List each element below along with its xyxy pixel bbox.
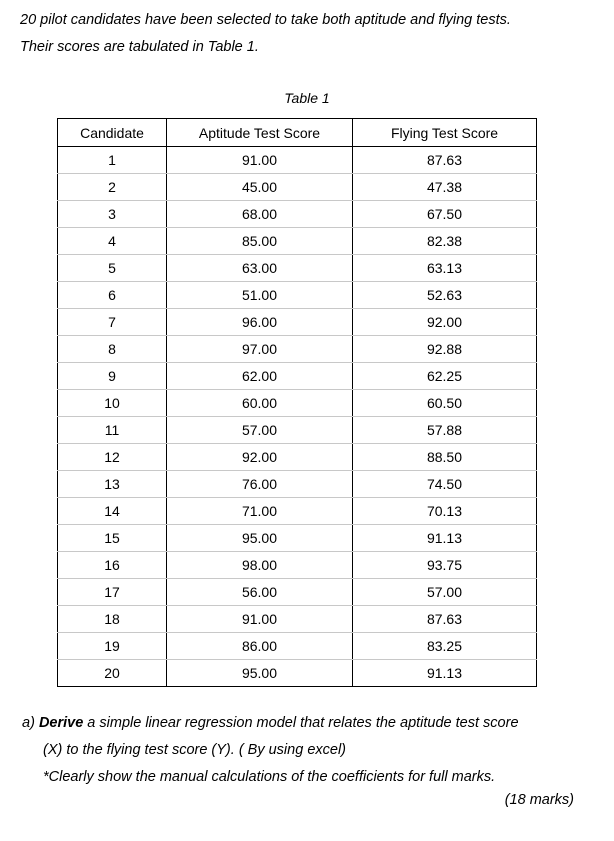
cell-candidate: 4 <box>58 228 167 255</box>
cell-flying-score: 82.38 <box>353 228 537 255</box>
table-header-row <box>58 119 537 147</box>
cell-aptitude-score: 56.00 <box>167 579 353 606</box>
cell-aptitude-score: 60.00 <box>167 390 353 417</box>
cell-flying-score: 62.25 <box>353 363 537 390</box>
cell-flying-score: 57.88 <box>353 417 537 444</box>
cell-flying-score: 92.00 <box>353 309 537 336</box>
cell-flying-score: 83.25 <box>353 633 537 660</box>
cell-flying-score: 87.63 <box>353 147 537 174</box>
cell-candidate: 19 <box>58 633 167 660</box>
table-row <box>58 282 537 309</box>
intro-line-1: 20 pilot candidates have been selected to take both aptitude and flying tests. <box>20 12 511 28</box>
header-flying-score: Flying Test Score <box>353 119 537 147</box>
cell-aptitude-score: 51.00 <box>167 282 353 309</box>
cell-candidate: 13 <box>58 471 167 498</box>
table-row <box>58 606 537 633</box>
cell-aptitude-score: 96.00 <box>167 309 353 336</box>
table-row <box>58 552 537 579</box>
question-line-2: (X) to the flying test score (Y). ( By using excel) <box>43 742 346 758</box>
table-row <box>58 147 537 174</box>
cell-aptitude-score: 98.00 <box>167 552 353 579</box>
table-caption: Table 1 <box>284 90 330 106</box>
table-row <box>58 228 537 255</box>
table-row <box>58 525 537 552</box>
table-row <box>58 417 537 444</box>
cell-flying-score: 88.50 <box>353 444 537 471</box>
cell-aptitude-score: 68.00 <box>167 201 353 228</box>
cell-flying-score: 91.13 <box>353 660 537 687</box>
table-row <box>58 579 537 606</box>
cell-aptitude-score: 95.00 <box>167 660 353 687</box>
cell-candidate: 14 <box>58 498 167 525</box>
cell-flying-score: 52.63 <box>353 282 537 309</box>
question-line-3: *Clearly show the manual calculations of the coefficients for full marks. <box>43 769 496 785</box>
cell-flying-score: 63.13 <box>353 255 537 282</box>
table-row <box>58 498 537 525</box>
cell-aptitude-score: 85.00 <box>167 228 353 255</box>
table-row <box>58 336 537 363</box>
header-candidate: Candidate <box>58 119 167 147</box>
cell-flying-score: 47.38 <box>353 174 537 201</box>
header-aptitude-score: Aptitude Test Score <box>167 119 353 147</box>
cell-candidate: 1 <box>58 147 167 174</box>
cell-aptitude-score: 92.00 <box>167 444 353 471</box>
table-row <box>58 471 537 498</box>
cell-aptitude-score: 97.00 <box>167 336 353 363</box>
cell-candidate: 18 <box>58 606 167 633</box>
question-line-1-text: a simple linear regression model that relates the aptitude test score <box>83 715 519 731</box>
table-row <box>58 363 537 390</box>
table-row <box>58 633 537 660</box>
cell-flying-score: 93.75 <box>353 552 537 579</box>
cell-candidate: 2 <box>58 174 167 201</box>
cell-candidate: 5 <box>58 255 167 282</box>
cell-flying-score: 70.13 <box>353 498 537 525</box>
cell-candidate: 20 <box>58 660 167 687</box>
cell-candidate: 15 <box>58 525 167 552</box>
intro-text <box>20 7 600 61</box>
cell-candidate: 17 <box>58 579 167 606</box>
cell-candidate: 16 <box>58 552 167 579</box>
cell-aptitude-score: 71.00 <box>167 498 353 525</box>
table-row <box>58 201 537 228</box>
cell-candidate: 8 <box>58 336 167 363</box>
table-row <box>58 660 537 687</box>
cell-aptitude-score: 95.00 <box>167 525 353 552</box>
cell-candidate: 12 <box>58 444 167 471</box>
cell-aptitude-score: 57.00 <box>167 417 353 444</box>
intro-line-2: Their scores are tabulated in Table 1. <box>20 39 259 55</box>
cell-flying-score: 92.88 <box>353 336 537 363</box>
cell-flying-score: 87.63 <box>353 606 537 633</box>
cell-flying-score: 91.13 <box>353 525 537 552</box>
scores-table <box>57 118 537 687</box>
cell-flying-score: 60.50 <box>353 390 537 417</box>
cell-aptitude-score: 76.00 <box>167 471 353 498</box>
table-row <box>58 174 537 201</box>
table-row <box>58 309 537 336</box>
cell-aptitude-score: 91.00 <box>167 606 353 633</box>
question-verb: Derive <box>38 715 84 731</box>
marks-label: (18 marks) <box>504 792 574 808</box>
table-row <box>58 255 537 282</box>
cell-candidate: 9 <box>58 363 167 390</box>
cell-aptitude-score: 45.00 <box>167 174 353 201</box>
cell-aptitude-score: 63.00 <box>167 255 353 282</box>
cell-candidate: 7 <box>58 309 167 336</box>
table-row <box>58 444 537 471</box>
cell-aptitude-score: 86.00 <box>167 633 353 660</box>
question-line-1 <box>22 710 592 737</box>
cell-candidate: 10 <box>58 390 167 417</box>
cell-candidate: 11 <box>58 417 167 444</box>
question-a <box>22 710 592 791</box>
cell-aptitude-score: 62.00 <box>167 363 353 390</box>
cell-candidate: 3 <box>58 201 167 228</box>
table-body <box>58 147 537 687</box>
cell-flying-score: 74.50 <box>353 471 537 498</box>
cell-candidate: 6 <box>58 282 167 309</box>
cell-flying-score: 67.50 <box>353 201 537 228</box>
table-row <box>58 390 537 417</box>
question-label: a) <box>22 715 35 731</box>
cell-flying-score: 57.00 <box>353 579 537 606</box>
cell-aptitude-score: 91.00 <box>167 147 353 174</box>
